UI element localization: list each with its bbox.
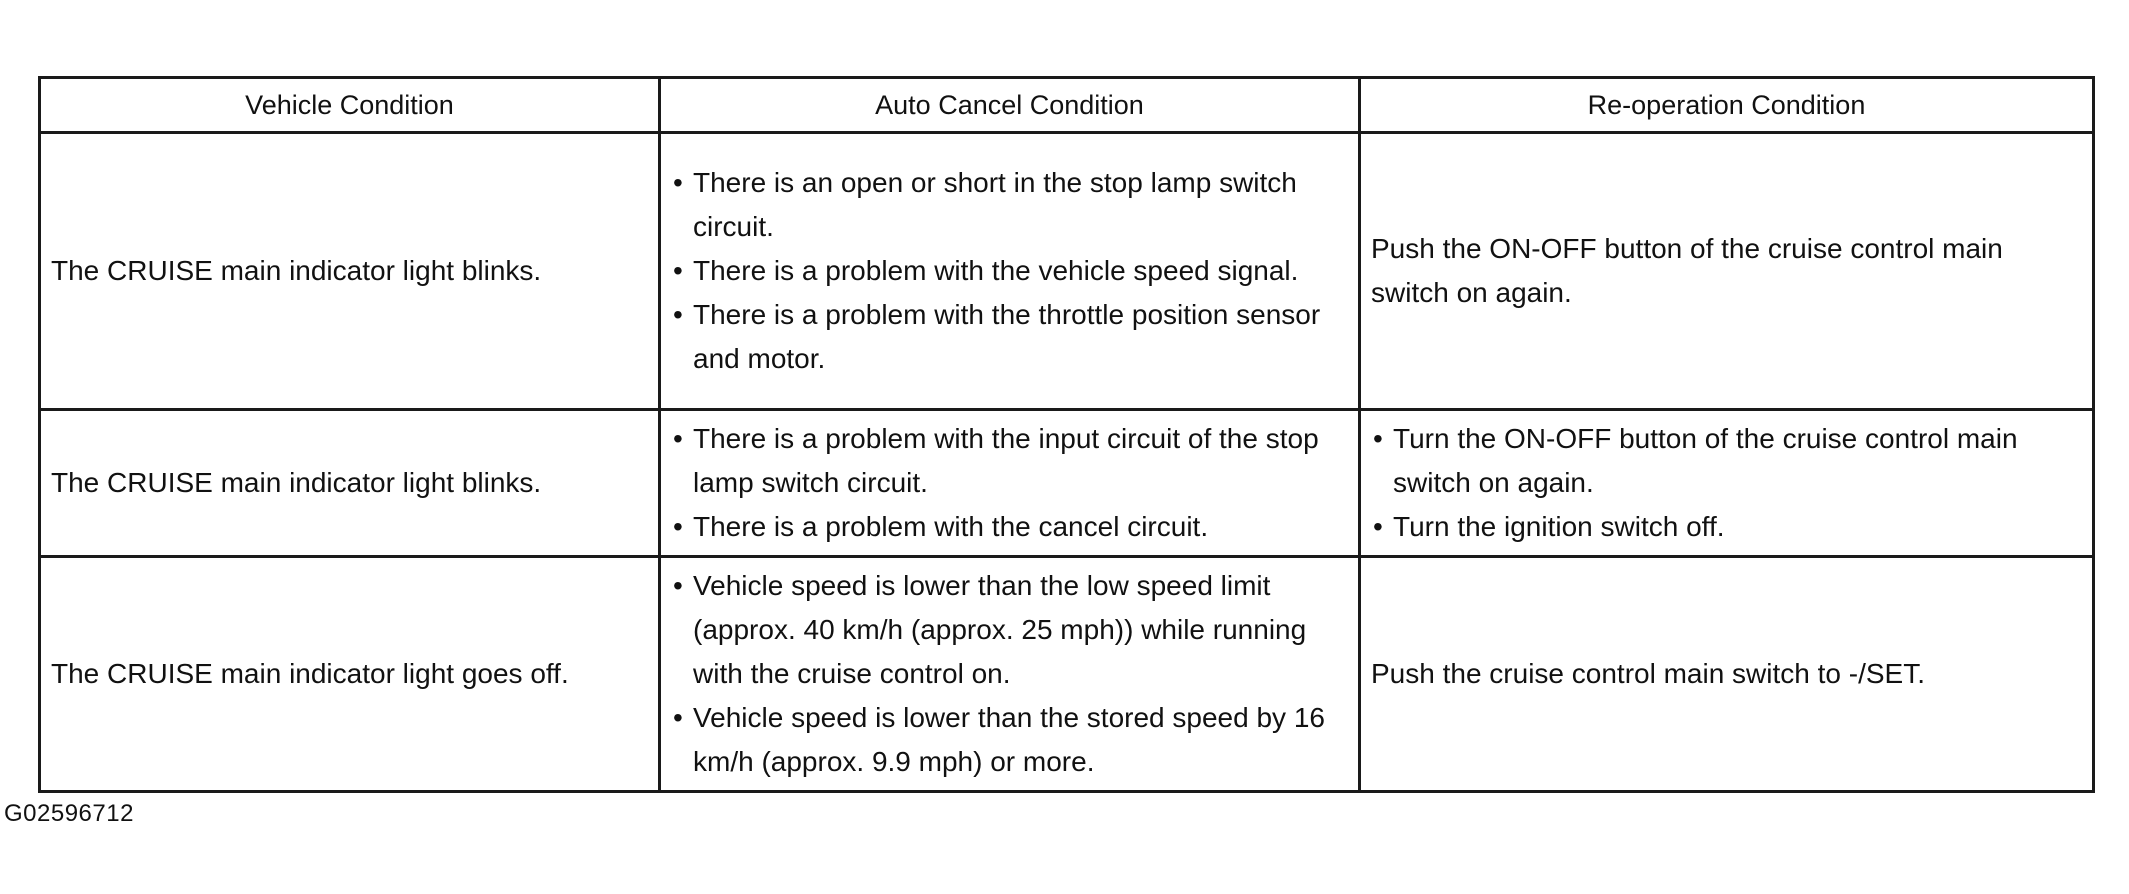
- list-item: • Turn the ignition switch off.: [1371, 505, 2082, 549]
- reoperation-list: [1371, 417, 2082, 549]
- vehicle-condition-cell: The CRUISE main indicator light blinks.: [40, 133, 660, 410]
- list-item: • Turn the ON-OFF button of the cruise control main switch on again.: [1371, 417, 2082, 505]
- auto-cancel-cell: [660, 133, 1360, 410]
- list-item: • There is a problem with the input circuit of the stop lamp switch circuit.: [671, 417, 1348, 505]
- reoperation-cell: Push the ON-OFF button of the cruise control main switch on again.: [1360, 133, 2094, 410]
- header-reoperation-condition: Re-operation Condition: [1360, 78, 2094, 133]
- table-header-row: [40, 78, 2094, 133]
- auto-cancel-list: [671, 564, 1348, 784]
- list-item: • There is a problem with the throttle position sensor and motor.: [671, 293, 1348, 381]
- auto-cancel-cell: [660, 410, 1360, 557]
- vehicle-condition-cell: The CRUISE main indicator light blinks.: [40, 410, 660, 557]
- table-row: [40, 133, 2094, 410]
- auto-cancel-list: [671, 161, 1348, 381]
- reoperation-cell: Push the cruise control main switch to -/SET.: [1360, 557, 2094, 792]
- list-item: • There is a problem with the vehicle speed signal.: [671, 249, 1348, 293]
- reoperation-cell: [1360, 410, 2094, 557]
- header-vehicle-condition: Vehicle Condition: [40, 78, 660, 133]
- list-item: • Vehicle speed is lower than the stored speed by 16 km/h (approx. 9.9 mph) or more.: [671, 696, 1348, 784]
- vehicle-condition-cell: The CRUISE main indicator light goes off.: [40, 557, 660, 792]
- list-item: • There is a problem with the cancel circuit.: [671, 505, 1348, 549]
- list-item: • Vehicle speed is lower than the low speed limit (approx. 40 km/h (approx. 25 mph)) while running with the cruise control on.: [671, 564, 1348, 696]
- table-row: [40, 557, 2094, 792]
- list-item: • There is an open or short in the stop lamp switch circuit.: [671, 161, 1348, 249]
- auto-cancel-list: [671, 417, 1348, 549]
- auto-cancel-cell: [660, 557, 1360, 792]
- figure-id: G02596712: [4, 800, 134, 827]
- header-auto-cancel-condition: Auto Cancel Condition: [660, 78, 1360, 133]
- table-row: [40, 410, 2094, 557]
- cruise-cancel-table: [38, 76, 2095, 793]
